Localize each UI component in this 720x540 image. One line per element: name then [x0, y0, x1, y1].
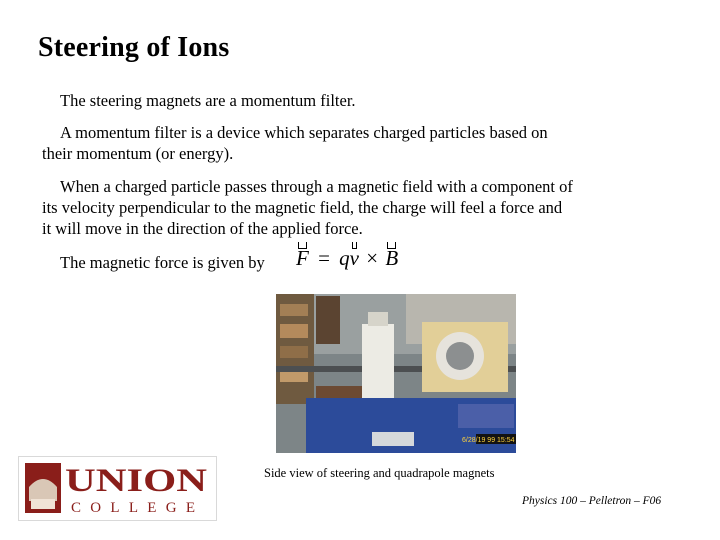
- paragraph-4-line: The magnetic force is given by: [60, 253, 265, 272]
- velocity-vector: v: [349, 246, 359, 270]
- cross-product-sign: ×: [366, 246, 379, 270]
- slide-footer: Physics 100 – Pelletron – F06: [522, 495, 662, 507]
- photo-caption: Side view of steering and quadrapole magnets: [264, 466, 495, 480]
- equals-sign: =: [318, 246, 330, 270]
- photo-timestamp: 6/28/19 99 15:54: [462, 437, 515, 444]
- logo-union-text: UNION: [65, 463, 208, 499]
- union-college-logo-drawing: [19, 457, 216, 520]
- slide-title: Steering of Ions: [38, 32, 230, 63]
- charge-symbol: q: [339, 246, 350, 270]
- paragraph-3: [42, 176, 642, 239]
- union-college-logo: [18, 456, 217, 521]
- paragraph-1-line: The steering magnets are a momentum filter.: [60, 91, 356, 110]
- paragraph-2-line-1: A momentum filter is a device which separates charged particles based on: [60, 123, 548, 142]
- magnets-photo-drawing: [276, 294, 516, 453]
- paragraph-3-line-1: When a charged particle passes through a magnetic field with a component of: [60, 177, 573, 196]
- force-vector: F: [296, 246, 309, 270]
- lorentz-force-formula: [296, 246, 398, 271]
- paragraph-3-line-2: its velocity perpendicular to the magnetic field, the charge will feel a force and: [42, 198, 563, 217]
- paragraph-1: [42, 90, 642, 111]
- magnets-photo: [276, 294, 516, 453]
- paragraph-2-line-2: their momentum (or energy).: [42, 144, 234, 163]
- logo-college-text: COLLEGE: [71, 500, 199, 516]
- paragraph-3-line-3: it will move in the direction of the applied force.: [42, 219, 363, 238]
- paragraph-2: [42, 122, 642, 164]
- magnetic-field-vector: B: [385, 246, 399, 270]
